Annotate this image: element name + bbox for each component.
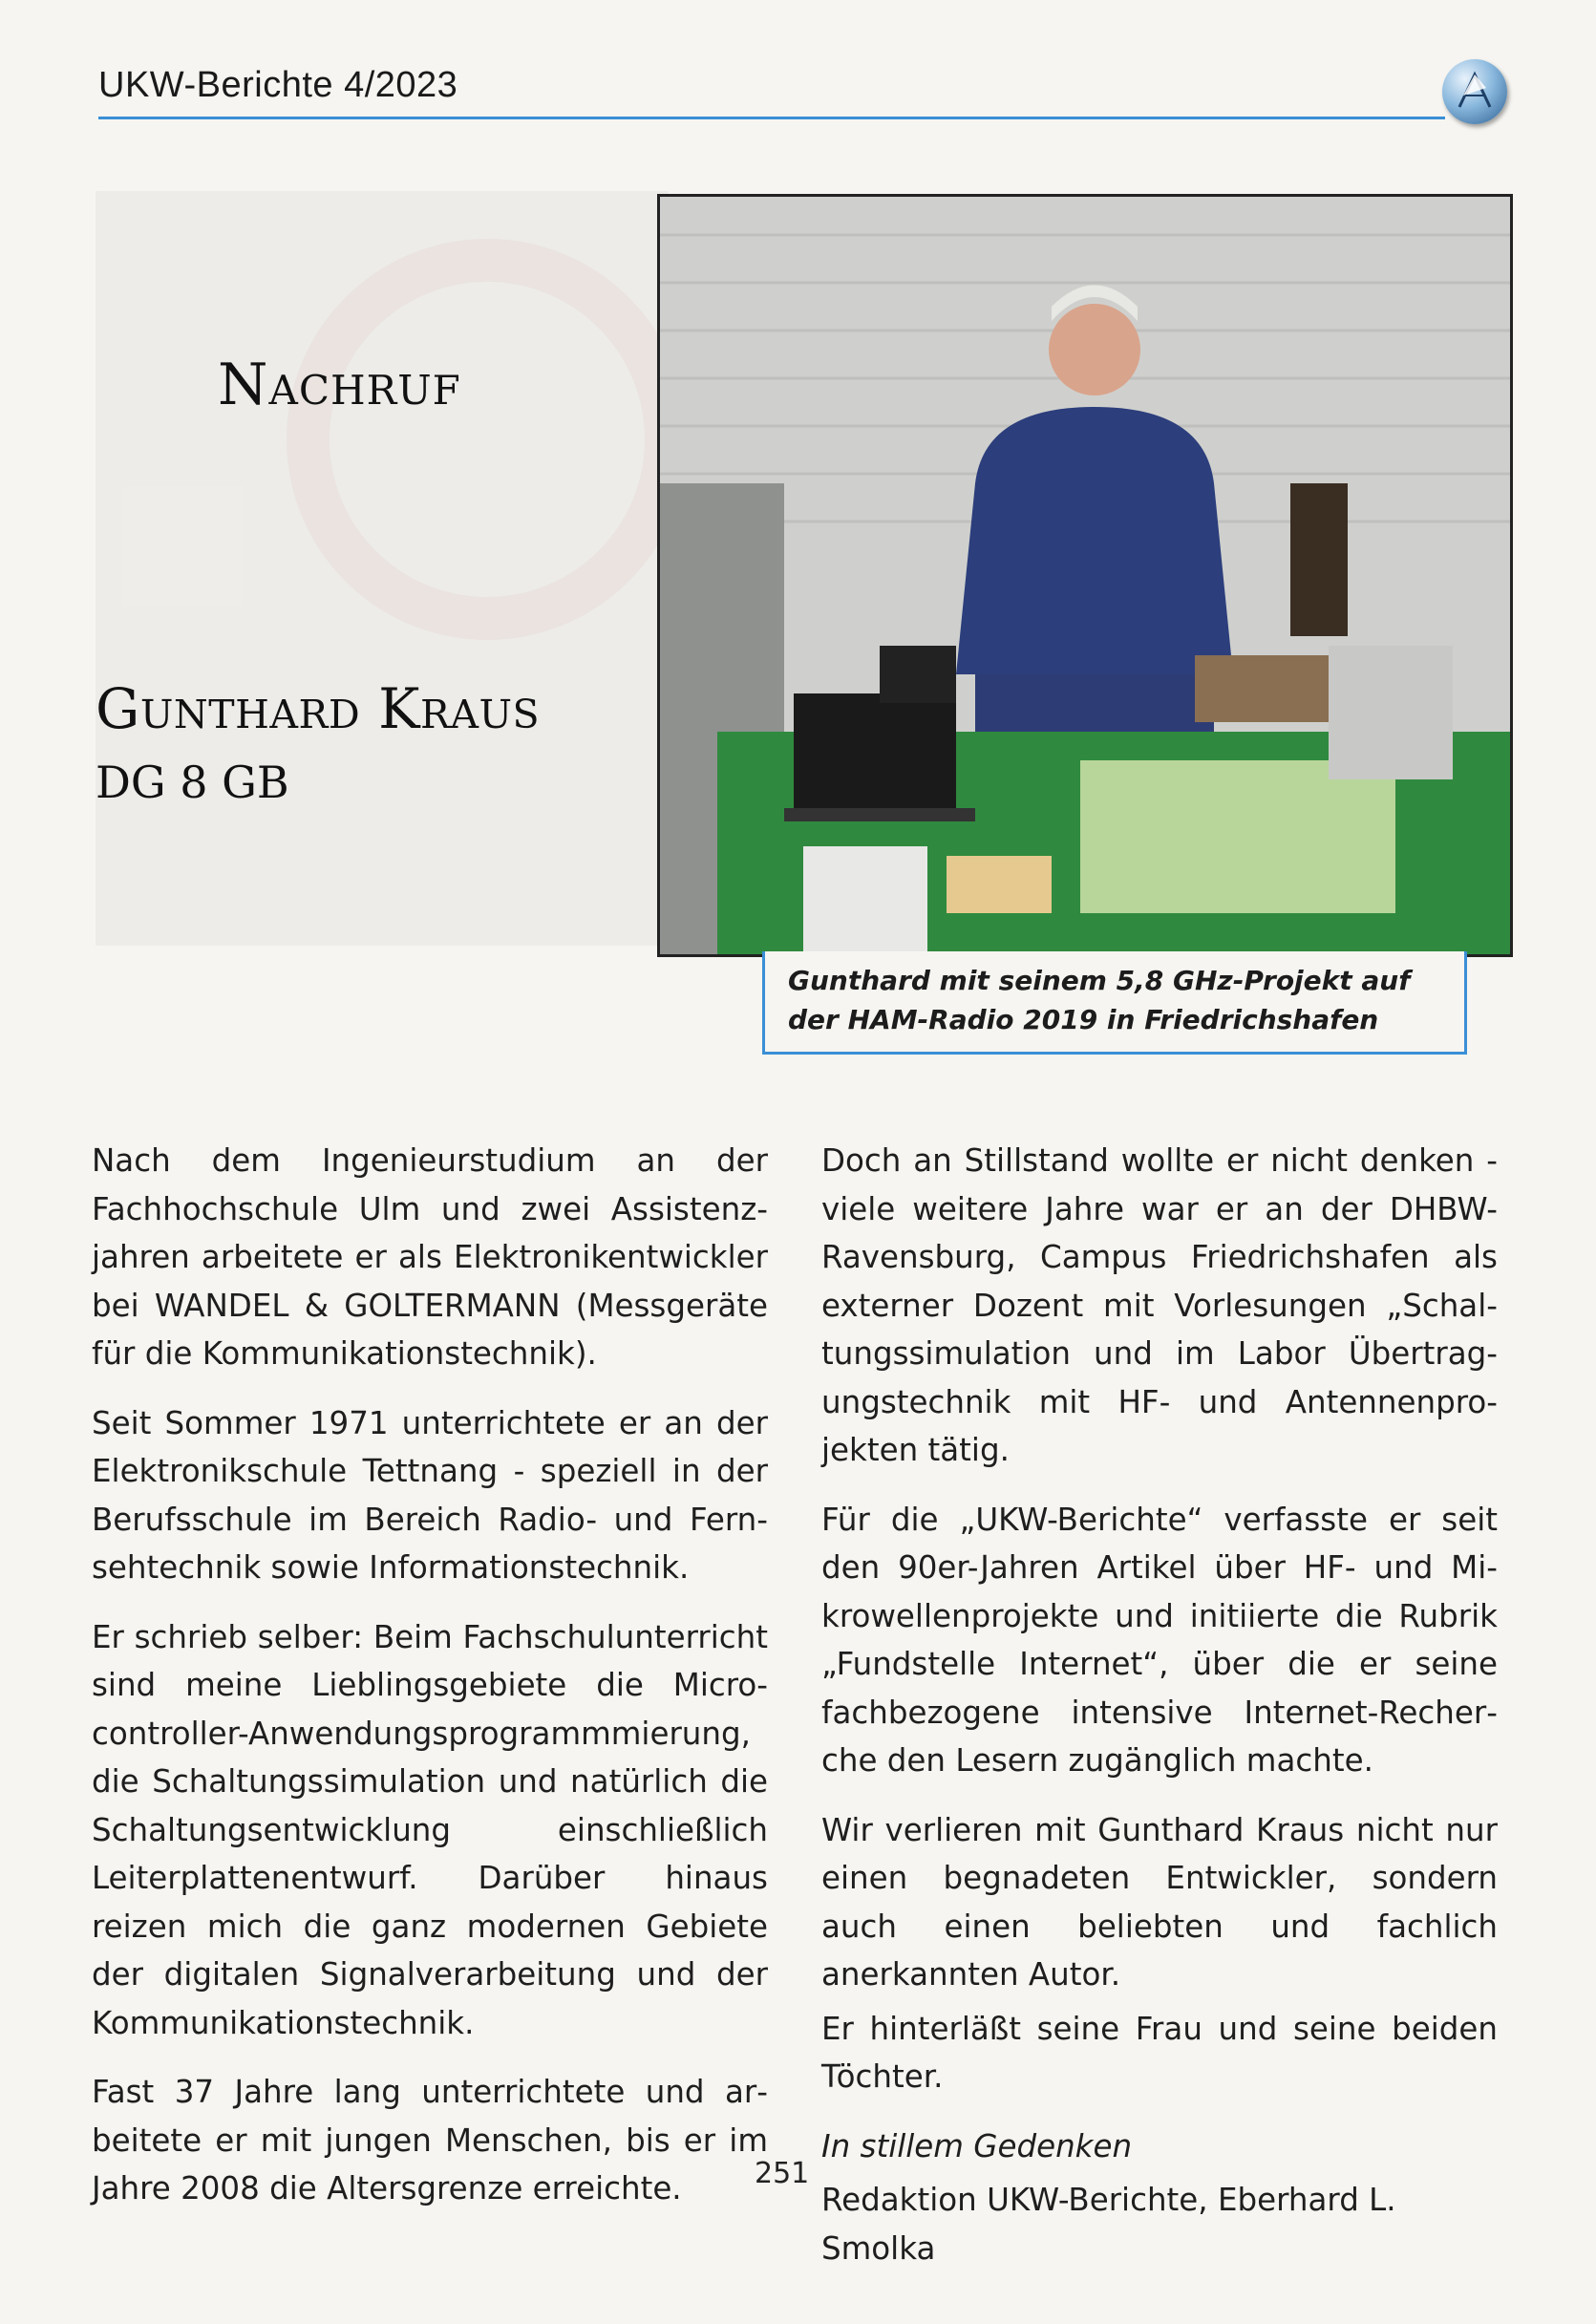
photo-caption: Gunthard mit seinem 5,8 GHz-Projekt auf der HAM-Radio 2019 in Friedrichshafen (788, 965, 1411, 1035)
paragraph: Nach dem Ingenieurstudium an der Fachhochschule Ulm und zwei Assistenzjahren arbeitete er als Elektronikentwickler bei WANDEL & GOLTERMANN (Messgeräte für die Kommunikationstechnik). (92, 1142, 768, 1372)
section-title: Nachruf (218, 352, 461, 418)
signature-line: Redaktion UKW-Berichte, Eberhard L. Smolka (821, 2182, 1396, 2267)
paragraph: Fast 37 Jahre lang unterrichtete und arbeitete er mit jungen Menschen, bis er im Jahre 2008 die Altersgrenze erreichte. (92, 2074, 768, 2207)
page-number: 251 (755, 2157, 810, 2190)
paragraph: Seit Sommer 1971 unterrichtete er an der Elektronikschule Tettnang - speziell in der Berufsschule im Bereich Radio- und Fernsehtechnik sowie Informationstechnik. (92, 1404, 768, 1586)
person-name: Gunthard Kraus (96, 676, 541, 741)
antenna-globe-icon (1442, 59, 1507, 124)
bleed-through-logo (287, 239, 688, 640)
photo-man-with-electronics-icon (657, 194, 1513, 957)
journal-title: UKW-Berichte 4/2023 (98, 65, 458, 105)
right-column (821, 1137, 1498, 2293)
left-column (92, 1137, 768, 2234)
paragraph: Wir verlieren mit Gunthard Kraus nicht nur einen begnadeten Entwickler, sondern auch einen beliebten und fachlich anerkannten Autor. (821, 1811, 1498, 1993)
page-header (98, 59, 1445, 119)
photo-caption-box (762, 951, 1467, 1055)
paragraph: Er schrieb selber: Beim Fachschulunterricht sind meine Lieblingsgebiete die Microcontroller-Anwendungsprogrammmierung, die Schaltungssimulation und natürlich die Schaltungsentwicklung einschließlich Leiterplattenentwurf. Darüber hinaus reizen mich die ganz modernen Gebiete der digitalen Signalverarbeitung und der Kommunikationstechnik. (92, 1618, 768, 2041)
paragraph: Für die „UKW-Berichte“ verfasste er seit den 90er-Jahren Artikel über HF- und Mikrowellenprojekte und initiierte die Rubrik „Fundstelle Internet“, über die er seine fachbezogene intensive Internet-Recherche den Lesern zugänglich machte. (821, 1501, 1498, 1779)
callsign: DG 8 GB (96, 757, 289, 808)
closing-phrase: In stillem Gedenken (821, 2127, 1133, 2164)
paragraph: Doch an Stillstand wollte er nicht denken - viele weitere Jahre war er an der DHBW-Ravensburg, Campus Friedrichshafen als externer Dozent mit Vorlesungen „Schaltungssimulation und im Labor Übertragungstechnik mit HF- und Antennenprojekten tätig. (821, 1142, 1498, 1468)
paragraph: Er hinterläßt seine Frau und seine beiden Töchter. (821, 2010, 1498, 2095)
